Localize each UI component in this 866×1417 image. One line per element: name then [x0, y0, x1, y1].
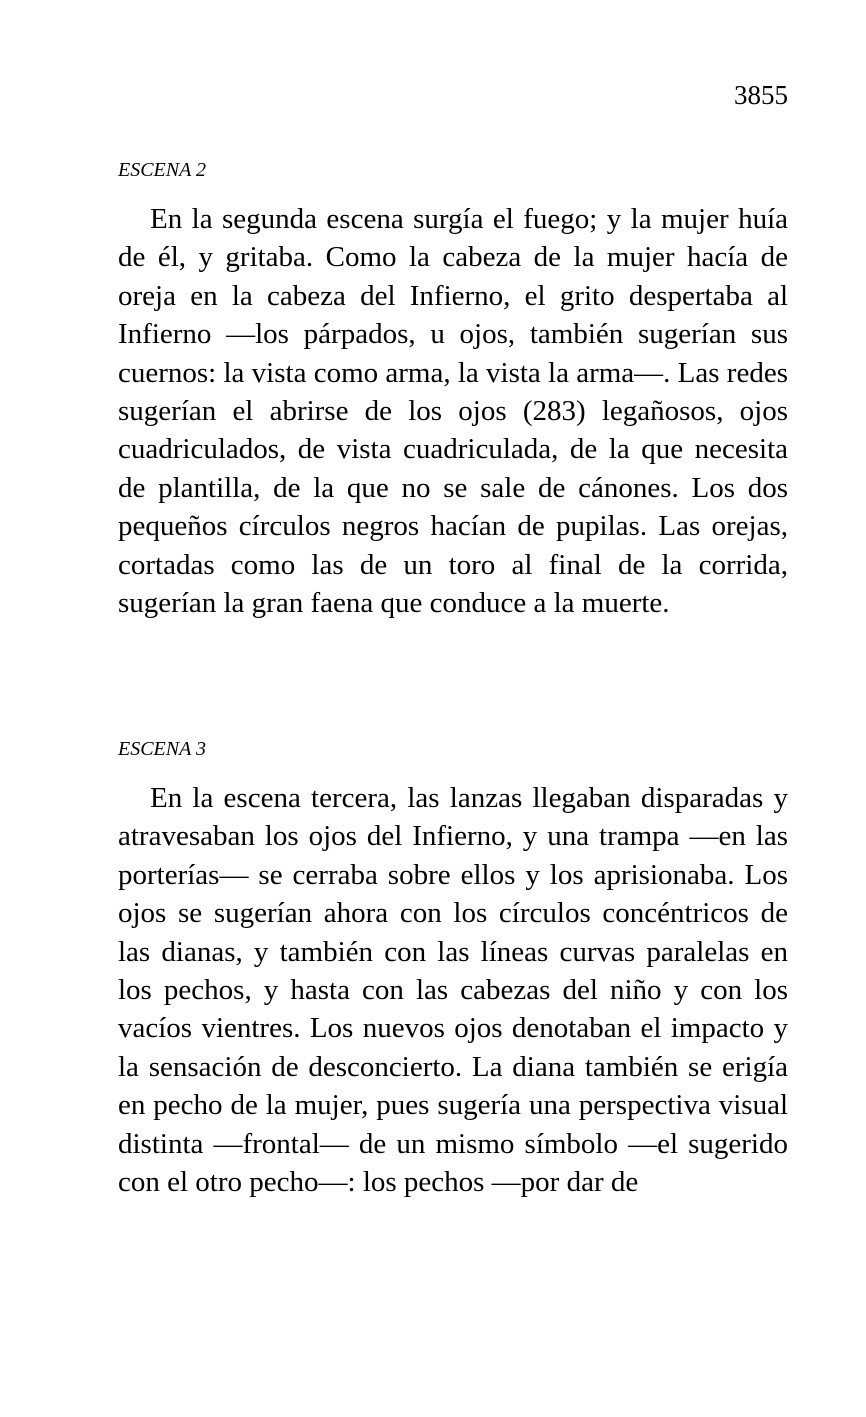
scene-paragraph: En la escena tercera, las lanzas llegaban disparadas y atravesaban los ojos del Infierno, y una trampa —en las porterías— se cerraba sobre ellos y los aprisionaba. Los ojos se sugerían ahora con los círculos concéntricos de las dianas, y también con las líneas curvas paralelas en los pechos, y hasta con las cabezas del niño y con los vacíos vientres. Los nuevos ojos denotaban el impacto y la sensación de desconcierto. La diana también se erigía en pecho de la mujer, pues sugería una perspectiva visual distinta —frontal— de un mismo símbolo —el sugerido con el otro pecho—: los pechos —por dar de [118, 782, 788, 1199]
scene-paragraph: En la segunda escena surgía el fuego; y la mujer huía de él, y gritaba. Como la cabeza de la mujer hacía de oreja en la cabeza del Infierno, el grito despertaba al Infierno —los párpados, u ojos, también sugerían sus cuernos: la vista como arma, la vista la arma—. Las redes sugerían el abrirse de los ojos (283) legañosos, ojos cuadriculados, de vista cuadriculada, de la que necesita de plantilla, de la que no se sale de cánones. Los dos pequeños círculos negros hacían de pupilas. Las orejas, cortadas como las de un toro al final de la corrida, sugerían la gran faena que conduce a la muerte. [118, 203, 788, 620]
scene-heading: ESCENA 2 [118, 159, 206, 181]
scene-section [118, 158, 788, 622]
scene-section [118, 737, 788, 1201]
scene-heading: ESCENA 3 [118, 738, 206, 760]
page-number: 3855 [734, 80, 788, 110]
